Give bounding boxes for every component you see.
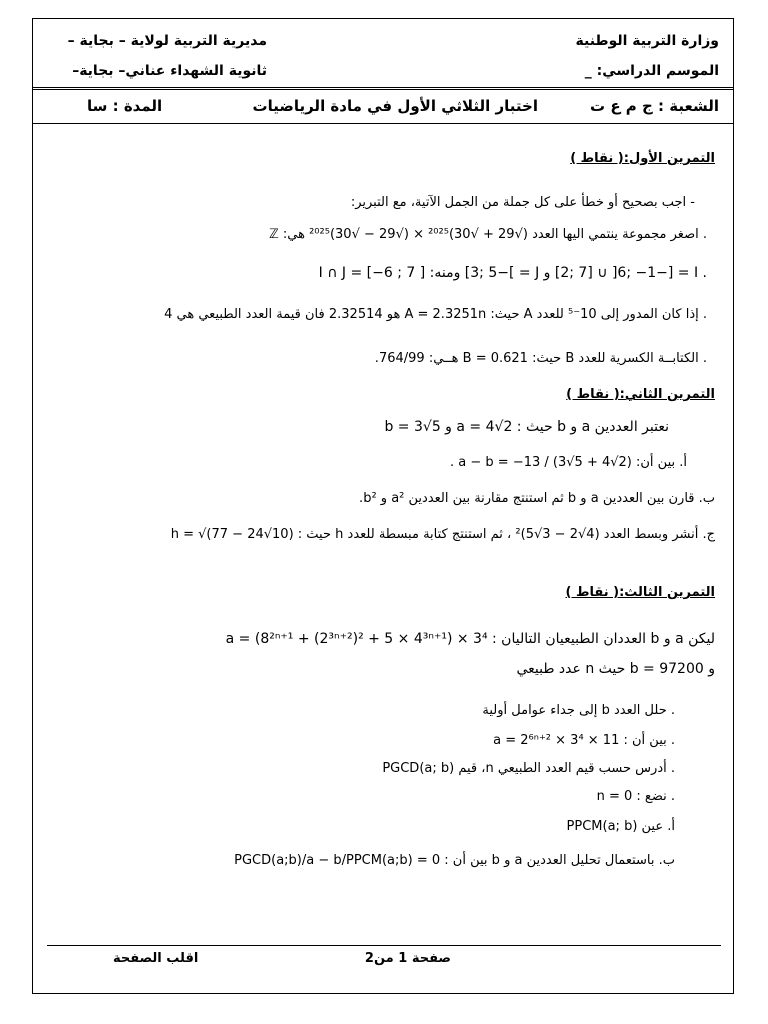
ex1-statement-3: . إذا كان المدور إلى 10⁻⁵ للعدد A حيث: A = 2.3251n هو 2.32514 فان قيمة العدد الطبيعي هي 4 xyxy=(164,307,707,322)
page-number: صفحة 1 من2 xyxy=(364,951,451,966)
footer-divider xyxy=(47,945,721,946)
exam-title: اختبار الثلاثي الأول في مادة الرياضيات xyxy=(252,97,538,115)
ex3-intro-line2: و b = 97200 حيث n عدد طبيعي xyxy=(516,661,715,677)
ex1-statement-2: . I = [−6; −1[ ∪ [2; 7] و J = ]−3; 5] ومنه: I ∩ J = [−6 ; 7 ] xyxy=(318,265,707,281)
ex3-question-4b: ب. باستعمال تحليل العددين a و b بين أن : PGCD(a;b)/a − b/PPCM(a;b) = 0 xyxy=(234,853,675,868)
ex1-instruction: - اجب بصحيح أو خطأ على كل جملة من الجمل الآتية، مع التبرير: xyxy=(350,195,695,210)
ex2-question-a: أ. بين أن: a − b = −13 / (3√5 + 4√2) . xyxy=(450,455,687,470)
ex3-question-4: . نضع : n = 0 xyxy=(596,789,675,804)
ex3-title: التمرين الثالث:( نقاط ) xyxy=(565,585,715,600)
ex3-intro-line1: ليكن a و b العددان الطبيعيان التاليان : a = (8²ⁿ⁺¹ + (2³ⁿ⁺²)² + 5 × 4³ⁿ⁺¹) × 3⁴ xyxy=(225,631,715,647)
duration-label: المدة : سا xyxy=(87,97,163,115)
ex3-question-2: . بين أن : a = 2⁶ⁿ⁺² × 3⁴ × 11 xyxy=(493,733,675,748)
ex3-question-1: . حلل العدد b إلى جداء عوامل أولية xyxy=(482,703,675,718)
page-frame xyxy=(32,18,734,994)
directorate-label: مديرية التربية لولاية – بجاية – xyxy=(67,33,267,49)
ex3-question-3: . أدرس حسب قيم العدد الطبيعي n، قيم PGCD(a; b) xyxy=(382,761,675,776)
ex2-intro: نعتبر العددين a و b حيث : a = 4√2 و b = 3√5 xyxy=(384,419,669,435)
school-label: ثانوية الشهداء عناني– بجاية– xyxy=(72,63,267,79)
ex1-statement-4: . الكتابــة الكسرية للعدد B حيث: B = 0.621 هــي: 764/99. xyxy=(374,351,707,366)
header-bottom-divider xyxy=(33,123,733,124)
ex2-question-b: ب. قارن بين العددين a و b ثم استنتج مقارنة بين العددين a² و b². xyxy=(359,491,715,506)
ex1-title: التمرين الأول:( نقاط ) xyxy=(570,151,715,166)
season-label: الموسم الدراسي: _ xyxy=(584,63,719,79)
header-divider xyxy=(33,87,733,90)
ex3-question-4a: أ. عين PPCM(a; b) xyxy=(566,819,675,834)
branch-label: الشعبة : ج م ع ت xyxy=(590,97,719,115)
ex1-statement-1: . اصغر مجموعة ينتمي اليها العدد (√29 + √30)²⁰²⁵ × (√29 − √30)²⁰²⁵ هي: ℤ xyxy=(269,227,707,242)
ministry-label: وزارة التربية الوطنية xyxy=(575,33,719,49)
turn-page-label: اقلب الصفحة xyxy=(113,951,199,966)
ex2-title: التمرين الثاني:( نقاط ) xyxy=(566,387,715,402)
ex2-question-c: ج. أنشر وبسط العدد (4√2 − 3√5)² ، ثم استنتج كتابة مبسطة للعدد h حيث : h = √(77 − 24√10) xyxy=(170,527,715,542)
